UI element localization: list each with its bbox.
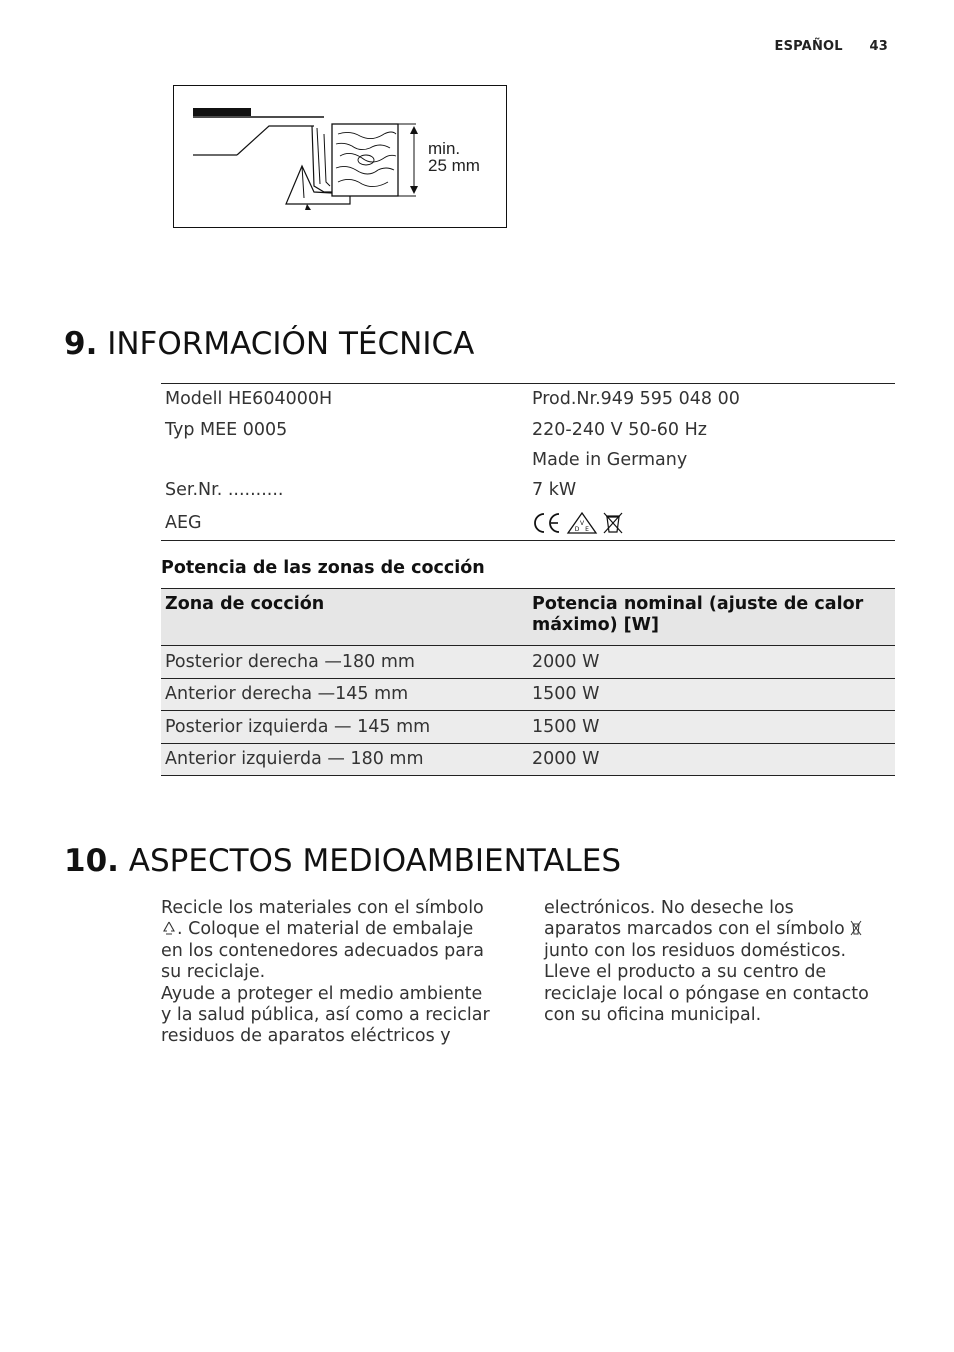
table-row xyxy=(161,646,895,679)
vde-letter-e: E xyxy=(585,525,589,533)
vde-mark-icon xyxy=(566,511,598,535)
disposal-text-a: electrónicos. No deseche los aparatos marcados con el símbolo xyxy=(544,898,845,940)
header-zone: Zona de cocción xyxy=(165,594,325,614)
vde-letter-v: V xyxy=(579,519,585,527)
dimension-label-line2: 25 mm xyxy=(428,156,480,175)
zone-cell: Posterior izquierda — 145 mm xyxy=(165,716,431,737)
environment-text-right xyxy=(544,898,874,1026)
header-power: Potencia nominal (ajuste de calor máximo) [W] xyxy=(532,594,864,635)
spec-right: 7 kW xyxy=(532,480,577,501)
spec-right: 220-240 V 50-60 Hz xyxy=(532,419,707,440)
table-row xyxy=(161,679,895,712)
protect-paragraph: Ayude a proteger el medio ambiente y la salud pública, así como a reciclar residuos de aparatos eléctricos y xyxy=(161,983,490,1047)
section-10-heading xyxy=(64,843,621,879)
spec-left: Typ MEE 0005 xyxy=(165,419,288,440)
crossed-bin-icon xyxy=(602,511,624,535)
section-9-number: 9. xyxy=(64,326,98,362)
dimension-label xyxy=(428,140,480,174)
power-table xyxy=(161,588,895,776)
page-header xyxy=(775,39,889,54)
spec-row xyxy=(161,414,895,444)
table-row xyxy=(161,711,895,744)
zone-cell: Anterior izquierda — 180 mm xyxy=(165,749,424,770)
spec-row xyxy=(161,384,895,414)
section-10-title: ASPECTOS MEDIOAMBIENTALES xyxy=(128,843,622,879)
recycle-text-a: Recicle los materiales con el símbolo xyxy=(161,898,484,918)
spec-row xyxy=(161,506,895,540)
disposal-paragraph xyxy=(544,898,874,1026)
spec-row xyxy=(161,475,895,505)
ce-mark-icon xyxy=(532,511,562,535)
spec-right: Prod.Nr.949 595 048 00 xyxy=(532,389,740,410)
power-subheading: Potencia de las zonas de cocción xyxy=(161,558,485,578)
spec-right: Made in Germany xyxy=(532,449,688,470)
spec-left: Ser.Nr. .......... xyxy=(165,480,284,501)
recycle-icon xyxy=(161,920,177,936)
spec-left: Modell HE604000H xyxy=(165,389,333,410)
header-language: ESPAÑOL xyxy=(774,39,843,54)
spec-left: AEG xyxy=(165,512,202,533)
recycle-paragraph xyxy=(161,898,491,984)
section-9-heading xyxy=(64,326,474,362)
section-10-number: 10. xyxy=(64,843,119,879)
installation-figure xyxy=(173,85,507,228)
power-cell: 2000 W xyxy=(532,651,600,672)
zone-cell: Anterior derecha —145 mm xyxy=(165,684,409,705)
power-cell: 2000 W xyxy=(532,749,600,770)
certification-marks xyxy=(528,511,624,535)
spec-row xyxy=(161,445,895,475)
page-number: 43 xyxy=(869,39,888,54)
vde-letter-d: D xyxy=(574,525,580,533)
environment-text-left xyxy=(161,898,491,1048)
recycle-text-b: . Coloque el material de embalaje en los contenedores adecuados para su reciclaje. xyxy=(161,919,484,983)
dimension-label-line1: min. xyxy=(428,139,461,158)
section-9-title: INFORMACIÓN TÉCNICA xyxy=(107,326,475,362)
zone-cell: Posterior derecha —180 mm xyxy=(165,651,415,672)
crossed-bin-inline-icon xyxy=(850,920,862,936)
table-row xyxy=(161,744,895,777)
disposal-text-b: junto con los residuos domésticos. Lleve el producto a su centro de reciclaje local o póngase en contacto con su oficina municipal. xyxy=(544,940,869,1026)
technical-spec-table xyxy=(161,383,895,541)
power-cell: 1500 W xyxy=(532,684,600,705)
power-table-header xyxy=(161,589,895,646)
power-cell: 1500 W xyxy=(532,716,600,737)
